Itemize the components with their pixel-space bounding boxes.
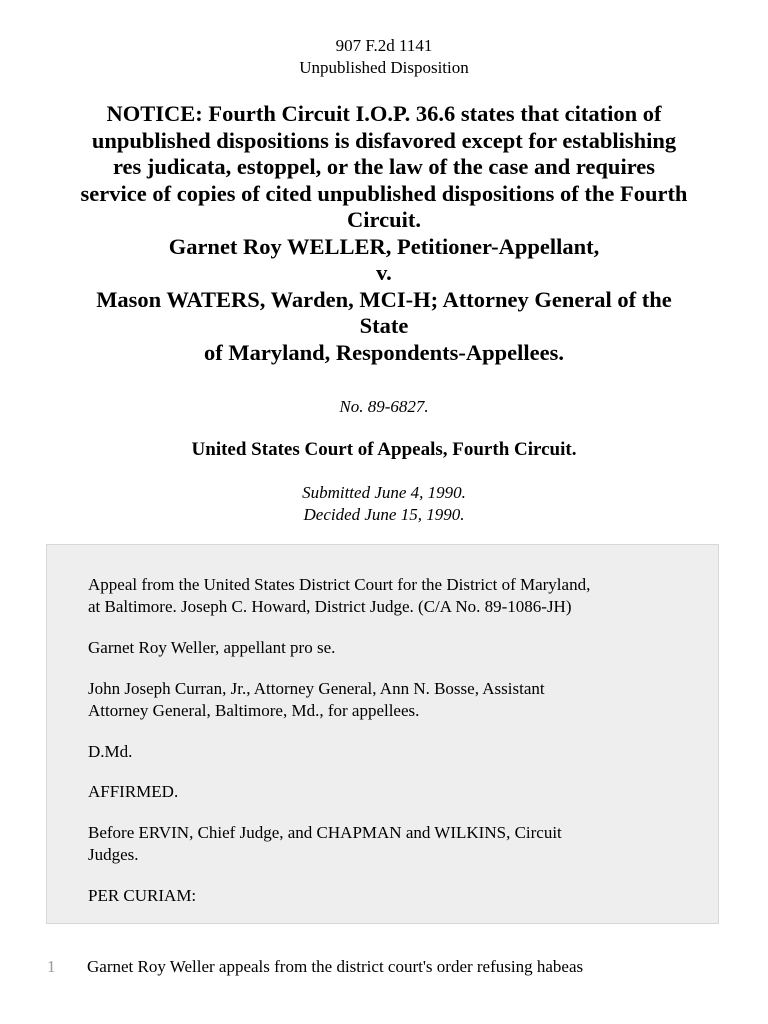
appeal-line: Appeal from the United States District Court for the District of Maryland, bbox=[88, 575, 591, 594]
case-dates bbox=[0, 482, 768, 526]
appeal-line: at Baltimore. Joseph C. Howard, District Judge. (C/A No. 89-1086-JH) bbox=[88, 597, 572, 616]
appellee-counsel bbox=[88, 678, 678, 722]
paragraph-text: Garnet Roy Weller appeals from the district court's order refusing habeas bbox=[87, 957, 584, 976]
court-name: United States Court of Appeals, Fourth Circuit. bbox=[191, 439, 577, 460]
submitted-date: Submitted June 4, 1990. bbox=[302, 483, 466, 502]
disposition-type: Unpublished Disposition bbox=[299, 58, 469, 77]
petitioner-name: Garnet Roy WELLER, Petitioner-Appellant, bbox=[168, 233, 600, 259]
respondent-line: Mason WATERS, Warden, MCI-H; Attorney General of the bbox=[96, 286, 672, 312]
appellee-counsel-line: Attorney General, Baltimore, Md., for appellees. bbox=[88, 701, 420, 720]
panel-line: Judges. bbox=[88, 845, 139, 864]
appeal-info bbox=[88, 574, 678, 618]
panel-line: Before ERVIN, Chief Judge, and CHAPMAN and WILKINS, Circuit bbox=[88, 823, 562, 842]
notice-line: unpublished dispositions is disfavored except for establishing bbox=[91, 127, 677, 153]
per-curiam: PER CURIAM: bbox=[88, 886, 197, 905]
decided-date: Decided June 15, 1990. bbox=[303, 505, 465, 524]
notice-line: Circuit. bbox=[347, 207, 421, 232]
case-heading bbox=[40, 101, 728, 366]
respondent-line: State bbox=[359, 313, 409, 338]
appellant-counsel: Garnet Roy Weller, appellant pro se. bbox=[88, 638, 336, 657]
citation-header bbox=[0, 35, 768, 79]
notice-line: service of copies of cited unpublished dispositions of the Fourth bbox=[80, 180, 688, 206]
reporter-citation: 907 F.2d 1141 bbox=[335, 36, 433, 55]
appellee-counsel-line: John Joseph Curran, Jr., Attorney General, Ann N. Bosse, Assistant bbox=[88, 679, 545, 698]
versus: v. bbox=[376, 260, 392, 285]
lower-court: D.Md. bbox=[88, 742, 133, 761]
notice-line: res judicata, estoppel, or the law of the case and requires bbox=[112, 154, 656, 179]
paragraph-number: 1 bbox=[47, 957, 56, 976]
docket-number: No. 89-6827. bbox=[339, 397, 429, 416]
notice-line: NOTICE: Fourth Circuit I.O.P. 36.6 states that citation of bbox=[106, 101, 662, 126]
panel-judges bbox=[88, 822, 678, 866]
disposition-result: AFFIRMED. bbox=[88, 782, 179, 801]
respondent-line: of Maryland, Respondents-Appellees. bbox=[203, 339, 564, 365]
case-info-box bbox=[46, 544, 719, 924]
